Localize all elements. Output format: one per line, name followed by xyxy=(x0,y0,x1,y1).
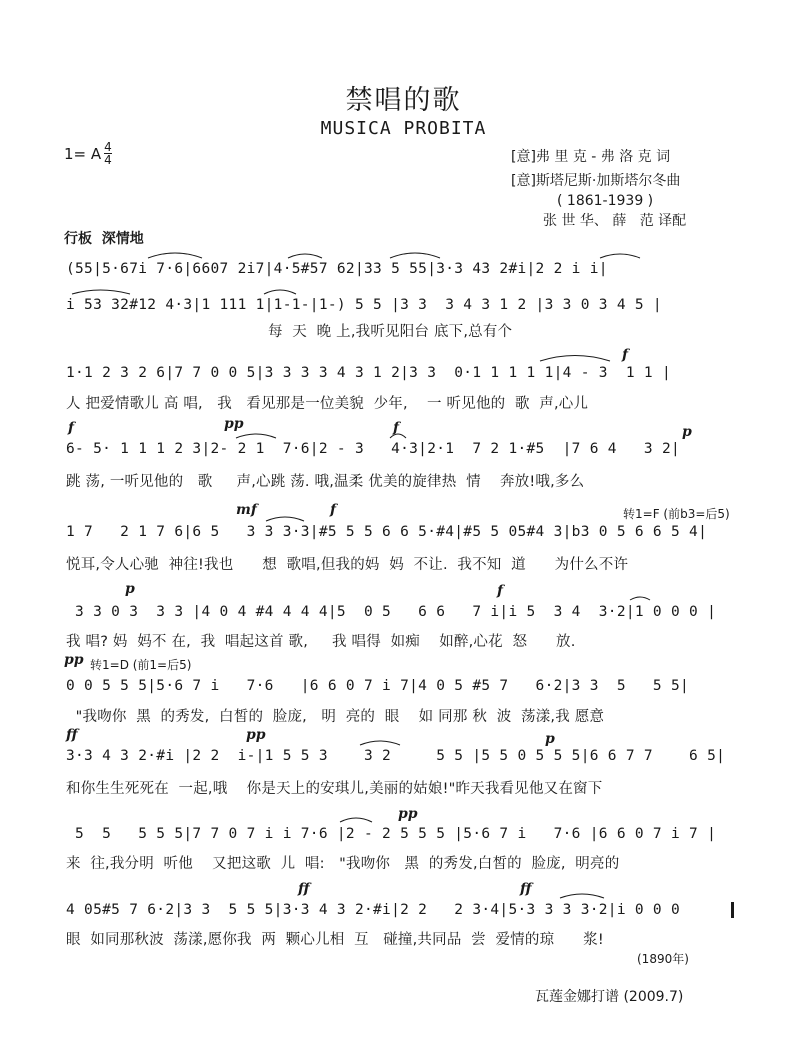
dynamic-mark: ff xyxy=(298,881,310,897)
translator-credit: 张 世 华、 薛 范 译配 xyxy=(543,213,687,229)
notation-line-7: 0 0 5 5 5|5·6 7 i 7·6 |6 6 0 7 i 7|4 0 5 #5 7 6·2|3 3 5 5 5| xyxy=(66,678,690,694)
notation-line-8: 3·3 4 3 2·#i |2 2 i-|1 5 5 3 3 2 5 5 |5 5 0 5 5 5|6 6 7 7 6 5| xyxy=(66,748,726,764)
dynamic-mark: p xyxy=(125,581,135,597)
lyrics-line-8: 和你生生死死在 一起,哦 你是天上的安琪儿,美丽的姑娘!"昨天我看见他又在窗下 xyxy=(66,781,603,797)
tempo-marking: 行板 深情地 xyxy=(64,231,144,247)
lyrics-line-3: 人 把爱情歌儿 高 唱, 我 看见那是一位美貌 少年, 一 听见他的 歌 声,心儿 xyxy=(66,396,589,412)
time-signature-top: 4 xyxy=(104,140,112,154)
notation-line-6: 3 3 0 3 3 3 |4 0 4 #4 4 4 4|5 0 5 6 6 7 i|i 5 3 4 3·2|1 0 0 0 | xyxy=(66,604,717,620)
notation-line-1: (55|5·67i 7·6|6607 2i7|4·5#57 62|33 5 55|3·3 43 2#i|2 2 i i| xyxy=(66,261,608,277)
composer-credit: [意]斯塔尼斯·加斯塔尔冬曲 xyxy=(511,173,681,189)
dynamic-mark: f xyxy=(330,502,337,518)
notation-line-3: 1·1 2 3 2 6|7 7 0 0 5|3 3 3 3 4 3 1 2|3 3 0·1 1 1 1 1|4 - 3 1 1 | xyxy=(66,365,671,381)
dynamic-mark: pp xyxy=(398,806,418,822)
lyrics-line-10: 眼 如同那秋波 荡漾,愿你我 两 颗心儿相 互 碰撞,共同品 尝 爱情的琼 浆! xyxy=(66,932,604,948)
composer-years: ( 1861-1939 ) xyxy=(557,193,654,209)
song-subtitle: MUSICA PROBITA xyxy=(320,118,487,139)
dynamic-mark: ff xyxy=(66,727,78,743)
notation-line-10: 4 05#5 7 6·2|3 3 5 5 5|3·3 4 3 2·#i|2 2 2 3·4|5·3 3 3 3·2|i 0 0 0 xyxy=(66,902,681,918)
dynamic-mark: f xyxy=(393,420,400,436)
lyrics-line-6: 我 唱? 妈 妈不 在, 我 唱起这首 歌, 我 唱得 如痴 如醉,心花 怒 放. xyxy=(66,634,576,650)
dynamic-mark: p xyxy=(682,424,692,440)
notation-line-2: i 53 32#12 4·3|1 111 1|1-1-|1-) 5 5 |3 3 3 4 3 1 2 |3 3 0 3 4 5 | xyxy=(66,297,662,313)
notation-line-4: 6- 5· 1 1 1 2 3|2- 2 1 7·6|2 - 3 4·3|2·1 7 2 1·#5 |7 6 4 3 2| xyxy=(66,441,681,457)
song-title: 禁唱的歌 xyxy=(345,85,462,116)
dynamic-mark: p xyxy=(545,731,555,747)
dynamic-mark: f xyxy=(68,420,75,436)
notation-line-5: 1 7 2 1 7 6|6 5 3 3 3·3|#5 5 5 6 6 5·#4|#5 5 05#4 3|b3 0 5 6 6 5 4| xyxy=(66,524,708,540)
lyrics-line-5: 悦耳,令人心驰 神往!我也 想 歌唱,但我的妈 妈 不让. 我不知 道 为什么不许 xyxy=(66,557,629,573)
key-change-note: 转1=F (前b3=后5) xyxy=(623,507,730,521)
lyrics-line-7: "我吻你 黑 的秀发, 白皙的 脸庞, 明 亮的 眼 如 同那 秋 波 荡漾,我 愿意 xyxy=(66,709,605,725)
transcriber-credit: 瓦莲金娜打谱 (2009.7) xyxy=(535,989,684,1005)
key-signature: 1= A xyxy=(64,145,102,163)
time-signature-bottom: 4 xyxy=(104,153,112,167)
key-change-note: 转1=D (前1=后5) xyxy=(90,658,192,672)
dynamic-mark: pp xyxy=(224,416,244,432)
dynamic-mark: mf xyxy=(236,502,257,518)
lyrics-line-4: 跳 荡, 一听见他的 歌 声,心跳 荡. 哦,温柔 优美的旋律热 情 奔放!哦,多么 xyxy=(66,474,585,490)
dynamic-mark: pp xyxy=(64,652,84,668)
dynamic-mark: f xyxy=(497,583,504,599)
notation-line-9: 5 5 5 5 5|7 7 0 7 i i 7·6 |2 - 2 5 5 5 |5·6 7 i 7·6 |6 6 0 7 i 7 | xyxy=(66,826,717,842)
dynamic-mark: f xyxy=(622,347,629,363)
year-note: (1890年) xyxy=(637,952,689,966)
dynamic-mark: ff xyxy=(520,881,532,897)
dynamic-mark: pp xyxy=(246,727,266,743)
lyricist-credit: [意]弗 里 克 - 弗 洛 克 词 xyxy=(511,149,671,165)
lyrics-line-9: 来 往,我分明 听他 又把这歌 儿 唱: "我吻你 黑 的秀发,白皙的 脸庞, 明亮的 xyxy=(66,856,620,872)
lyrics-line-2: 每 天 晚 上,我听见阳台 底下,总有个 xyxy=(66,324,513,340)
